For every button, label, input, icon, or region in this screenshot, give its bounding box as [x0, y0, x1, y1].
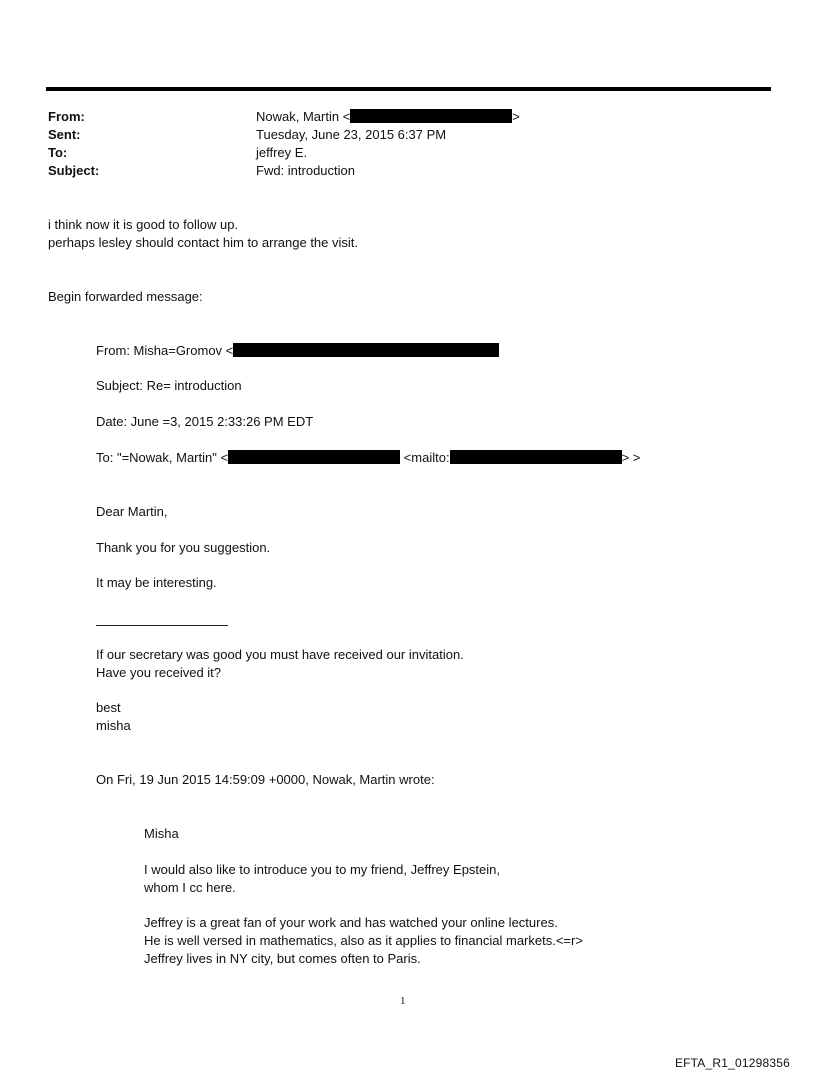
fwd-subject-line: Subject: Re= introduction	[96, 378, 242, 393]
subject-label: Subject:	[48, 163, 100, 178]
fwd-to-mailto: <mailto:	[400, 450, 450, 465]
signature	[96, 699, 131, 735]
from-label: From:	[48, 109, 85, 124]
fwd-to-prefix: To: "=Nowak, Martin" <	[96, 450, 229, 465]
quoted-line: Jeffrey is a great fan of your work and has watched your online lectures.	[144, 915, 558, 930]
redaction-bar	[450, 450, 622, 464]
quote-intro: On Fri, 19 Jun 2015 14:59:09 +0000, Nowak, Martin wrote:	[96, 772, 435, 787]
subject-value: Fwd: introduction	[256, 163, 355, 178]
from-name: Nowak, Martin <	[256, 109, 351, 124]
sent-row	[48, 126, 520, 144]
from-value	[256, 108, 520, 126]
sent-label: Sent:	[48, 127, 81, 142]
thanks-line: Thank you for you suggestion.	[96, 540, 271, 555]
email-header	[48, 108, 520, 180]
quoted-line: He is well versed in mathematics, also as it applies to financial markets.<=r>	[144, 933, 583, 948]
quoted-paragraph-1	[144, 861, 500, 897]
quoted-salutation: Misha	[144, 826, 179, 841]
closing-word: best	[96, 700, 121, 715]
secretary-line: If our secretary was good you must have received our invitation.	[96, 647, 464, 662]
header-divider	[46, 87, 771, 91]
page-number: 1	[400, 995, 406, 1007]
fwd-from-line	[96, 342, 499, 360]
secretary-paragraph	[96, 646, 464, 682]
interesting-line: It may be interesting.	[96, 575, 217, 590]
body-line: perhaps lesley should contact him to arrange the visit.	[48, 235, 359, 250]
message-body	[48, 216, 358, 252]
quoted-line: I would also like to introduce you to my friend, Jeffrey Epstein,	[144, 862, 500, 877]
redaction-bar	[233, 343, 499, 357]
fwd-date-line: Date: June =3, 2015 2:33:26 PM EDT	[96, 414, 314, 429]
signer-name: misha	[96, 718, 131, 733]
to-label: To:	[48, 145, 68, 160]
to-row	[48, 144, 520, 162]
quoted-line: Jeffrey lives in NY city, but comes often to Paris.	[144, 951, 421, 966]
body-line: i think now it is good to follow up.	[48, 217, 239, 232]
redaction-bar	[228, 450, 400, 464]
fwd-from-text: From: Misha=Gromov <	[96, 343, 234, 358]
greeting: Dear Martin,	[96, 504, 168, 519]
separator-line	[96, 625, 228, 626]
subject-row	[48, 162, 520, 180]
to-value: jeffrey E.	[256, 145, 308, 160]
forward-intro: Begin forwarded message:	[48, 289, 203, 304]
fwd-to-suffix: > >	[621, 450, 641, 465]
quoted-paragraph-2	[144, 914, 583, 968]
fwd-to-line	[96, 449, 640, 467]
quoted-line: whom I cc here.	[144, 880, 236, 895]
sent-value: Tuesday, June 23, 2015 6:37 PM	[256, 127, 447, 142]
from-row	[48, 108, 520, 126]
redaction-bar	[350, 109, 512, 123]
from-tail: >	[512, 109, 520, 124]
bates-number: EFTA_R1_01298356	[674, 1056, 790, 1070]
secretary-line: Have you received it?	[96, 665, 222, 680]
